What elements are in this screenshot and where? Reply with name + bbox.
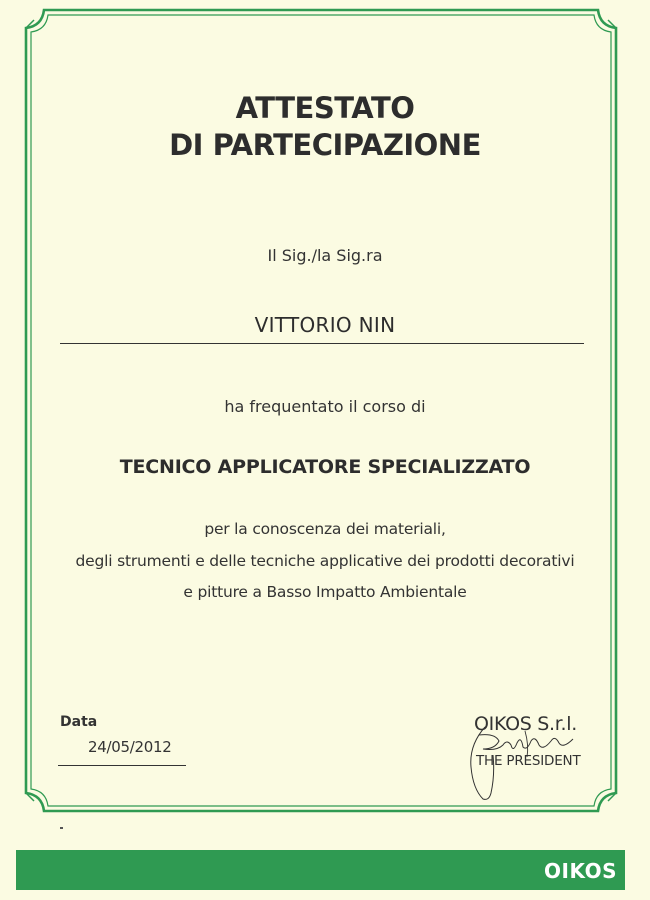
recipient-name: VITTORIO NIN [254, 313, 396, 337]
date-underline [58, 765, 186, 766]
issuer-company: OIKOS S.r.l. [474, 713, 577, 735]
certificate-title-line2: DI PARTECIPAZIONE [169, 128, 481, 162]
date-value: 24/05/2012 [88, 738, 172, 756]
course-name: TECNICO APPLICATORE SPECIALIZZATO [119, 456, 531, 478]
description-line-1: per la conoscenza dei materiali, [204, 520, 446, 538]
salutation-text: Il Sig./la Sig.ra [267, 246, 383, 265]
description-line-2: degli strumenti e delle tecniche applicative dei prodotti decorativi [75, 552, 575, 570]
issuer-role: THE PRESIDENT [476, 753, 581, 769]
date-label: Data [60, 714, 98, 730]
attended-text: ha frequentato il corso di [224, 397, 426, 416]
scan-speck [60, 827, 63, 829]
description-line-3: e pitture a Basso Impatto Ambientale [183, 583, 467, 601]
oikos-logo: OIKOS [544, 859, 617, 883]
certificate-title-line1: ATTESTATO [235, 91, 415, 125]
recipient-name-underline [60, 343, 584, 344]
footer-bar [16, 850, 625, 890]
